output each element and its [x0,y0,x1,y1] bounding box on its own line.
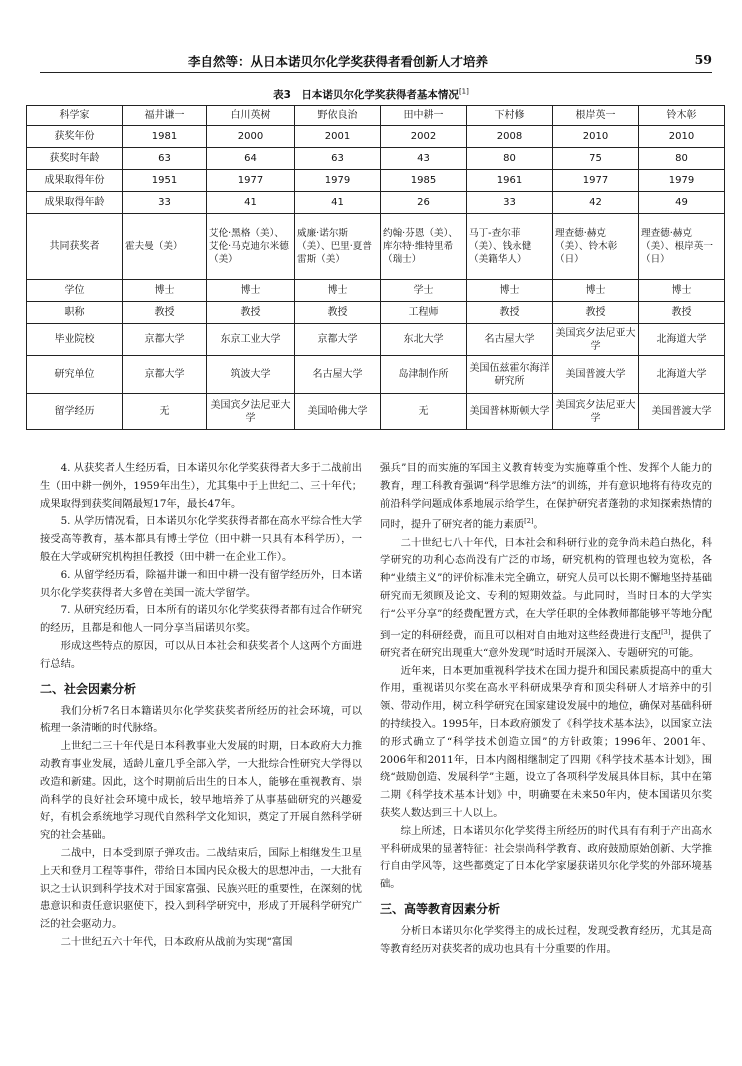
citation-ref: [2] [524,517,534,526]
paragraph: 4. 从获奖者人生经历看，日本诺贝尔化学奖获得者大多于二战前出生（田中耕一例外，1959年出生），尤其集中于上世纪二、三十年代；成果取得到获奖间隔最短17年，最长47年。 [40,462,363,510]
laureates-table [26,105,725,430]
table-cell: 41 [207,192,295,214]
table-cell: 无 [123,394,207,430]
table-cell: 北海道大学 [639,324,725,356]
table-cell: 筑波大学 [207,356,295,394]
table-row-label: 共同获奖者 [27,214,123,280]
table-cell: 1961 [467,170,553,192]
table-cell: 东北大学 [381,324,467,356]
table-cell: 80 [639,148,725,170]
table-cell: 北海道大学 [639,356,725,394]
table-cell: 80 [467,148,553,170]
paragraph: 我们分析7名日本籍诺贝尔化学奖获奖者所经历的社会环境，可以梳理一条清晰的时代脉络。 [40,704,362,735]
paragraph-text: 强兵”目的而实施的军国主义教育转变为实施尊重个性、发挥个人能力的教育，理工科教育强调“科学思维方法”的训练，并有意识地将有待攻克的前沿科学问题成体系地展示给学生，在保护研究者蓬勃的求知探索热情的同时，提升了研究者的能力素质 [380,462,712,531]
table-cell: 1979 [639,170,725,192]
table-cell: 岛津制作所 [381,356,467,394]
table-row [27,126,725,148]
section-heading-social: 二、社会因素分析 [40,681,137,696]
table-cell: 学士 [381,280,467,302]
table-row [27,394,725,430]
table-cell: 博士 [207,280,295,302]
table-cell: 2010 [553,126,639,148]
table-row [27,170,725,192]
paragraph [380,535,712,663]
table-cell: 美国普渡大学 [639,394,725,430]
table-cell: 京都大学 [123,356,207,394]
table-row-label: 学位 [27,280,123,302]
table-cell: 2000 [207,126,295,148]
table-cell: 博士 [295,280,381,302]
table-header-cell: 下村修 [467,106,553,126]
table-cell: 艾伦·黑格（美）、艾伦·马克迪尔米德（美） [207,214,295,280]
table-row [27,214,725,280]
paragraph: 7. 从研究经历看，日本所有的诺贝尔化学奖获得者都有过合作研究的经历，且都是和他人一同分享当届诺贝尔奖。 [40,604,363,635]
table-header-cell: 田中耕一 [381,106,467,126]
table-cell: 约翰·芬恩（美）、库尔特·维特里希（瑞士） [381,214,467,280]
table-cell: 42 [553,192,639,214]
table-row-label: 成果取得年龄 [27,192,123,214]
table-row [27,280,725,302]
table-cell: 威廉·诺尔斯（美）、巴里·夏普雷斯（美） [295,214,381,280]
paragraph-text: ，提供了研究者在研究出现重大“意外发现”时适时开展深入、专题研究的可能。 [380,629,713,659]
table-row [27,148,725,170]
table-row-label: 职称 [27,302,123,324]
table-row-label: 获奖年份 [27,126,123,148]
table-row-label: 研究单位 [27,356,123,394]
table-header-row [27,106,725,126]
table-cell: 1979 [295,170,381,192]
table-cell: 美国伍兹霍尔海洋研究所 [467,356,553,394]
table-cell: 京都大学 [123,324,207,356]
paragraph: 近年来，日本更加重视科学技术在国力提升和国民素质提高中的重大作用，重视诺贝尔奖在高水平科研成果孕育和顶尖科研人才培养中的引领、带动作用，树立科学研究在国家建设发展中的地位，确保对基础科研的持续投入。1995年，日本政府颁发了《科学技术基本法》，以国家立法的形式确立了“科学技术创造立国”的方针政策；1996年、2001年、2006年和2011年，日本内阁相继制定了四期《科学技术基本计划》，围绕“鼓励创造、发展科学”主题，设立了各项科学发展具体目标，其中在第二期《科学技术基本计划》中，明确要在未来50年内，使本国诺贝尔奖获奖人数达到三十人以上。 [380,664,712,819]
table-cell: 名古屋大学 [295,356,381,394]
table-cell: 美国宾夕法尼亚大学 [553,324,639,356]
table-cell: 东京工业大学 [207,324,295,356]
table-cell: 33 [467,192,553,214]
running-title: 李自然等：从日本诺贝尔化学奖获得者看创新人才培养 [188,54,489,69]
table-cell: 博士 [553,280,639,302]
table-cell: 无 [381,394,467,430]
table-cell: 1981 [123,126,207,148]
table-cell: 马丁-查尔菲（美）、钱永健（美籍华人） [467,214,553,280]
paragraph: 5. 从学历情况看，日本诺贝尔化学奖获得者都在高水平综合性大学接受高等教育，基本都具有博士学位（田中耕一只具有本科学历），一般在大学或研究机构担任教授（田中耕一在企业工作）。 [40,515,363,563]
table-cell: 41 [295,192,381,214]
table-cell: 理查德·赫克（美）、根岸英一（日） [639,214,725,280]
page-header [40,52,712,73]
paragraph: 6. 从留学经历看，除福井谦一和田中耕一没有留学经历外，日本诺贝尔化学奖获得者大多曾在美国一流大学留学。 [40,568,363,599]
table-cell: 49 [639,192,725,214]
table-cell: 名古屋大学 [467,324,553,356]
table-cell: 2008 [467,126,553,148]
table-header-cell: 白川英树 [207,106,295,126]
table-cell: 教授 [207,302,295,324]
table-cell: 美国普林斯顿大学 [467,394,553,430]
table-cell: 美国宾夕法尼亚大学 [207,394,295,430]
table-row-label: 留学经历 [27,394,123,430]
table-cell: 霍夫曼（美） [123,214,207,280]
table-header-cell: 福井谦一 [123,106,207,126]
table-header-cell: 根岸英一 [553,106,639,126]
table-cell: 教授 [123,302,207,324]
table-cell: 2010 [639,126,725,148]
paragraph [380,460,712,535]
table-cell: 教授 [467,302,553,324]
table-cell: 教授 [295,302,381,324]
table-cell: 2001 [295,126,381,148]
table-cell: 理查德·赫克（美）、铃木彰（日） [553,214,639,280]
table-cell: 63 [295,148,381,170]
table-cell: 博士 [467,280,553,302]
citation-ref: [3] [661,627,671,636]
table-cell: 33 [123,192,207,214]
table-cell: 43 [381,148,467,170]
paragraph: 上世纪二三十年代是日本科教事业大发展的时期，日本政府大力推动教育事业发展，适龄儿童几乎全部入学，一大批综合性研究大学得以改造和新建。因此，这个时期前后出生的日本人，能够在重视教育、崇尚科学的良好社会环境中成长，较早地培养了从事基础研究的兴趣爱好，有机会系统地学习现代自然科学文化知识，奠定了开展自然科学研究的社会基础。 [40,740,362,842]
table-header-cell: 野依良治 [295,106,381,126]
table-cell: 教授 [553,302,639,324]
paragraph: 形成这些特点的原因，可以从日本社会和获奖者个人这两个方面进行总结。 [40,639,362,670]
table-caption-text: 表3 日本诺贝尔化学奖获得者基本情况 [273,89,459,101]
paragraph: 分析日本诺贝尔化学奖得主的成长过程，发现受教育经历，尤其是高等教育经历对获奖者的成功也具有十分重要的作用。 [380,924,712,955]
table-cell: 1951 [123,170,207,192]
table-row [27,302,725,324]
table-cell: 2002 [381,126,467,148]
paragraph-text: 二十世纪七八十年代，日本社会和科研行业的竞争尚未趋白热化，科学研究的功利心态尚没有广泛的市场，研究机构的管理也较为宽松，各种“业绩主义”的评价标准未完全确立，研究人员可以长期不懈地坚持基础研究而无须顾及论文、专利的短期效益。与此同时，当时日本的大学实行“公平分享”的经费配置方式，在大学任职的全体教师都能够平等地分配到一定的科研经费，而且可以相对自由地对这些经费进行支配 [380,536,712,642]
table-row-label: 毕业院校 [27,324,123,356]
table-row [27,192,725,214]
table-cell: 75 [553,148,639,170]
table-row [27,324,725,356]
table-cell: 63 [123,148,207,170]
table-corner-cell: 科学家 [27,106,123,126]
table-cell: 1977 [553,170,639,192]
table-header-cell: 铃木彰 [639,106,725,126]
left-column [40,460,362,952]
table-cell: 京都大学 [295,324,381,356]
table-cell: 64 [207,148,295,170]
table-cell: 美国宾夕法尼亚大学 [553,394,639,430]
table-cell: 博士 [639,280,725,302]
paragraph: 二十世纪五六十年代，日本政府从战前为实现“富国 [60,935,293,948]
table-caption [0,87,742,102]
table-cell: 工程师 [381,302,467,324]
table-cell: 1985 [381,170,467,192]
table-cell: 美国哈佛大学 [295,394,381,430]
table-cell: 美国普渡大学 [553,356,639,394]
paragraph-text: 。 [533,518,544,531]
table-cell: 1977 [207,170,295,192]
paragraph: 综上所述，日本诺贝尔化学奖得主所经历的时代具有有利于产出高水平科研成果的显著特征：社会崇尚科学教育、政府鼓励原始创新、大学推行自由学风等，这些都奠定了日本化学家屡获诺贝尔化学奖的外部环境基础。 [380,824,712,891]
table-cell: 26 [381,192,467,214]
section-heading-education: 三、高等教育因素分析 [380,901,501,916]
table-row-label: 成果取得年份 [27,170,123,192]
table-cell: 博士 [123,280,207,302]
page-number: 59 [694,52,712,67]
table-cell: 教授 [639,302,725,324]
table-caption-ref: [1] [458,87,469,96]
right-column [380,460,712,959]
table-row-label: 获奖时年龄 [27,148,123,170]
paragraph: 二战中，日本受到原子弹攻击。二战结束后，国际上相继发生卫星上天和登月工程等事件，带给日本国内民众极大的思想冲击，一大批有识之士认识到科学技术对于国家富强、民族兴旺的重要性，在深刻的忧患意识和责任意识驱使下，投入到科学研究中，形成了开展科学研究广泛的社会驱动力。 [40,846,362,931]
table-row [27,356,725,394]
